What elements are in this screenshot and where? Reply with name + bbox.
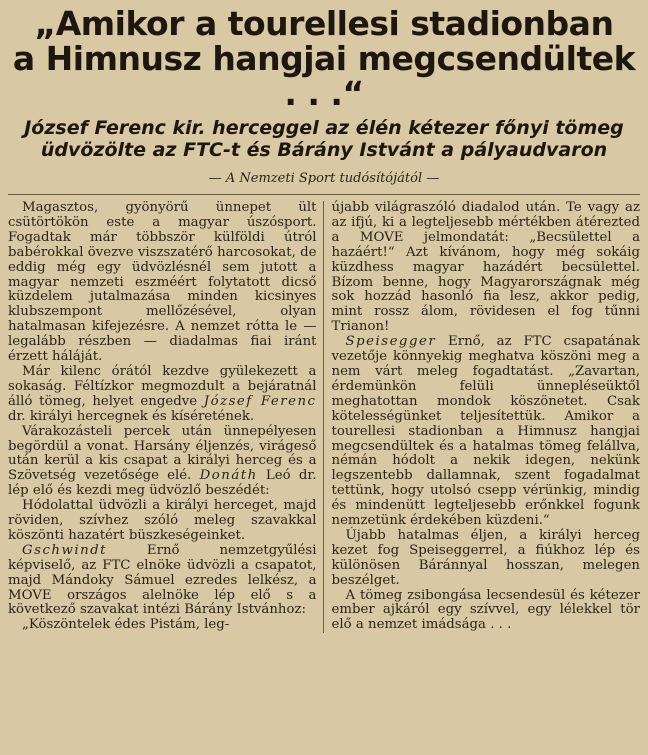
paragraph <box>8 365 317 425</box>
article-columns <box>8 201 640 633</box>
paragraph-text: Várakozásteli percek után ünnepélyesen begördül a vonat. Harsány éljenzés, virágeső után kerül a kis csapat a királyi herceg és a Szövetség vezetősége elé. <box>8 423 317 484</box>
left-column <box>8 201 323 633</box>
headline-line-1: „Amikor a tourellesi stadionban <box>34 4 614 43</box>
right-column <box>323 201 641 633</box>
paragraph-text: dr. királyi hercegnek és kíséretének. <box>8 408 255 424</box>
person-name: Gschwindt <box>22 542 108 558</box>
paragraph-text: Már kilenc órától kezdve gyülekezett a sokaság. Féltízkor megmozdult a bejáratnál álló tömeg, helyet engedve <box>8 363 317 409</box>
paragraph <box>8 544 317 619</box>
paragraph <box>332 335 641 529</box>
paragraph-text: Leó dr. lép elő és kezdi meg üdvözlő beszédét: <box>8 468 317 499</box>
paragraph-text: Ernő, az FTC csapatának vezetője könnyekig meghatva köszöni meg a nem várt meleg fogadtatást. „Zavartan, érdemünkön felüli ünnepléseüktől meghatottan mondok köszönetet. Csak kötelességünket teljesítettük. Amikor a tourellesi stadionban a Himnusz hangjai megcsendültek és a hatalmas tömeg felállva, némán hódolt a nekik idegen, nekünk legszentebb dallamnak, szent fogadalmat tettünk, hogy utolsó csepp vérünkig, mindig és mindenütt legteljesebb erőnkkel fogunk nemzetünk érdekében küzdeni.“ <box>331 334 640 529</box>
person-name: József Ferenc <box>203 393 317 409</box>
byline-dash-left: — <box>208 171 222 186</box>
byline-dash-right: — <box>426 171 440 186</box>
paragraph: Újabb hatalmas éljen, a királyi herceg kezet fog Speiseggerrel, a fiúkhoz lép és különösen Báránnyal hosszan, melegen beszélget. <box>331 527 640 588</box>
paragraph: újabb világraszóló diadalod után. Te vagy az az ifjú, ki a legteljesebb mértékben átérezted a MOVE jelmondatát: „Becsülettel a hazáért!“ Azt kívánom, hogy még sokáig küzdhess magyar hazádért becsülettel. Bízom benne, hogy Magyarországnak még sok hozzád hasonló fia lesz, akkor pedig, mint rossz álom, rövidesen el fog tűnni Trianon! <box>331 200 640 335</box>
headline-line-2: a Himnusz hangjai megcsendültek . . .“ <box>12 39 636 113</box>
paragraph: „Köszöntelek édes Pistám, leg- <box>22 617 230 633</box>
paragraph-text: Ernő nemzetgyűlési képviselő, az FTC elnöke üdvözli a csapatot, majd Mándoky Sámuel ezredes lelkész, a MOVE országos alelnöke lép elő s a következő szavakat intézi Bárány Istvánhoz: <box>8 542 317 618</box>
person-name: Speisegger <box>345 334 437 350</box>
byline <box>8 171 640 186</box>
paragraph <box>8 425 317 500</box>
divider-rule <box>8 194 640 195</box>
paragraph: A tömeg zsibongása lecsendesül és kétezer ember ajkáról egy szívvel, egy lélekkel tör elő a nemzet imádsága . . . <box>331 587 640 633</box>
paragraph: Magasztos, gyönyörű ünnepet ült csütörtökön este a magyar úszósport. Fogadtak már többször külföldi útról babérokkal övezve viszszatérő harcosokat, de eddig még egy üdvözlésnél sem jutott a magyar nemzeti eszméért folytatott dicső küzdelem jutalmazása minden kicsinyes klubszempont mellőzésével, olyan hatalmasan kifejezésre. A nemzet rótta le — legalább részben — diadalmas fiai iránt érzett háláját. <box>8 200 317 365</box>
byline-text: A Nemzeti Sport tudósítójától <box>225 171 423 186</box>
headline <box>8 6 640 111</box>
subheadline: József Ferenc kir. herceggel az élén kétezer főnyi tömeg üdvözölte az FTC-t és Bárány Istvánt a pályaudvaron <box>24 117 624 161</box>
paragraph: Hódolattal üdvözli a királyi herceget, majd röviden, szívhez szóló meleg szavakkal köszönti hazatért büszkeségeinket. <box>8 498 317 543</box>
person-name: Donáth <box>199 468 258 484</box>
